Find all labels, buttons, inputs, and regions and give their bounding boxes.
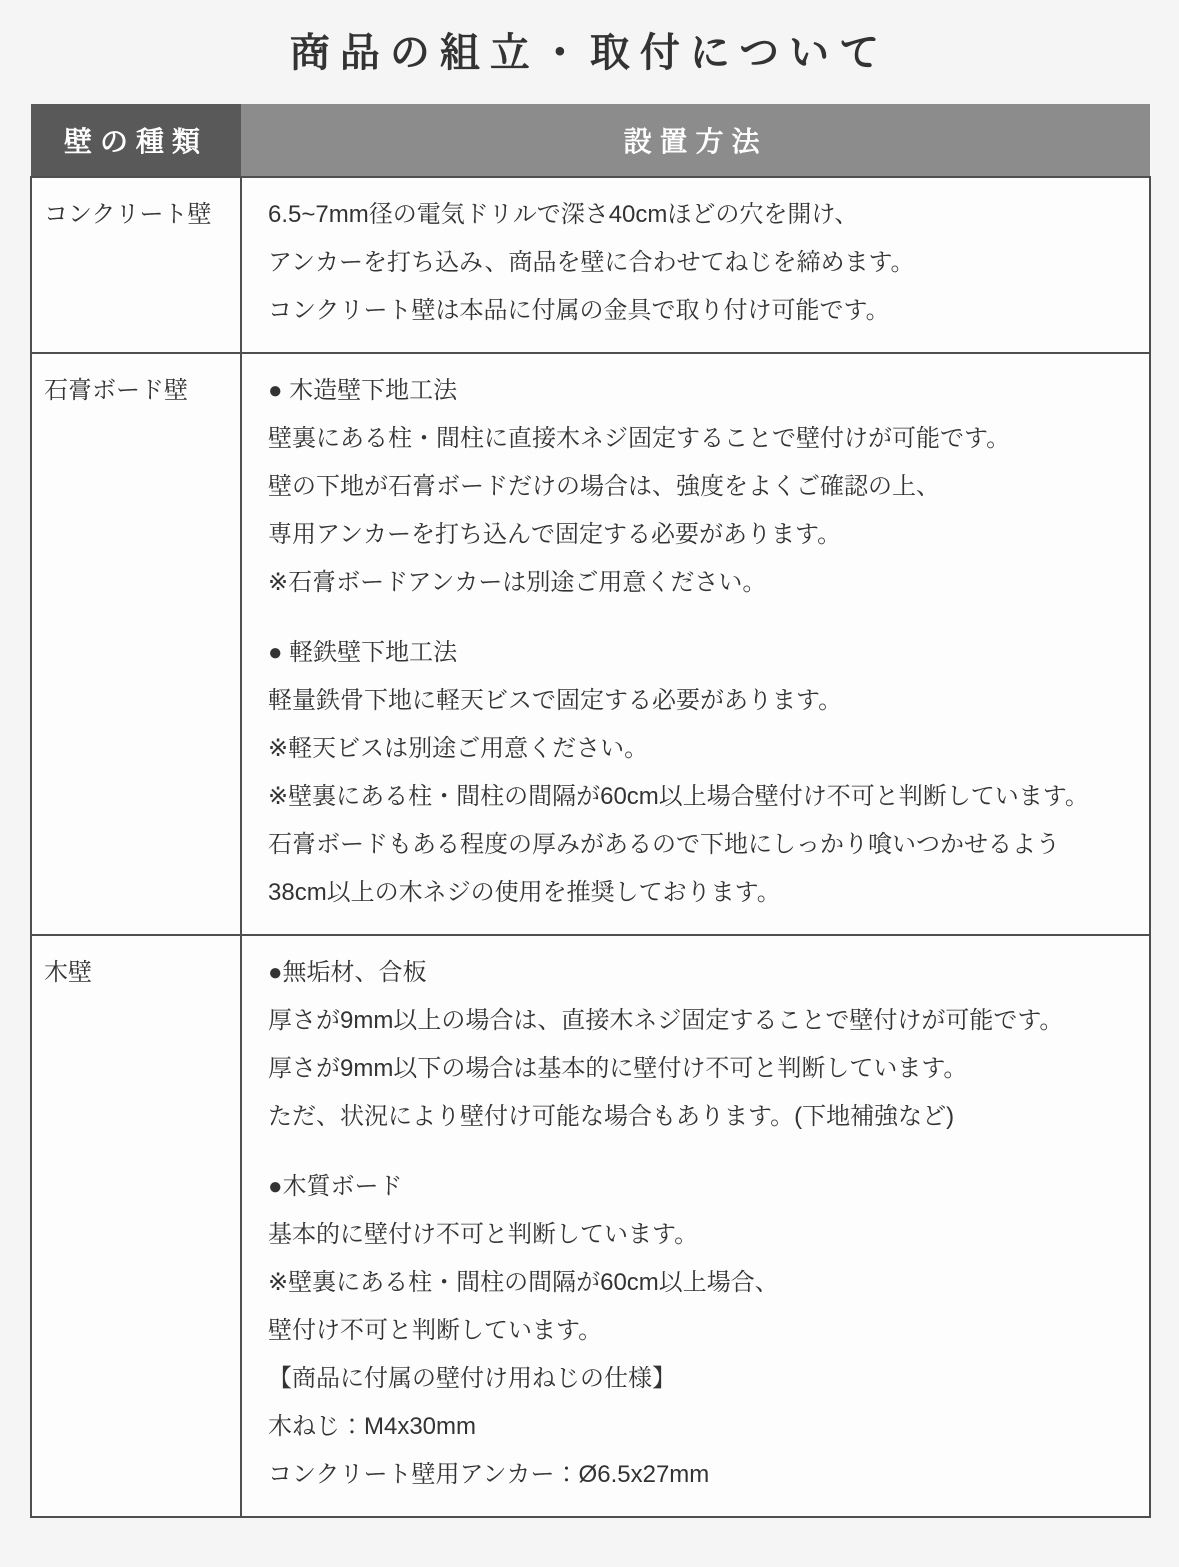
header-installation-method: 設置方法 (241, 104, 1150, 177)
method-line: 基本的に壁付け不可と判断しています。 (268, 1221, 699, 1248)
method-line: 石膏ボードもある程度の厚みがあるので下地にしっかり喰いつかせるよう (268, 831, 1060, 858)
installation-method-cell (241, 353, 1150, 935)
table-row (31, 177, 1150, 353)
method-line: ただ、状況により壁付け可能な場合もあります。(下地補強など) (268, 1103, 955, 1130)
method-paragraph (268, 1163, 1135, 1499)
method-line: ※壁裏にある柱・間柱の間隔が60cm以上場合壁付け不可と判断しています。 (268, 783, 1089, 810)
method-paragraph (268, 191, 1135, 335)
installation-method-cell (241, 177, 1150, 353)
method-line: ※石膏ボードアンカーは別途ご用意ください。 (268, 569, 767, 596)
table-header (31, 104, 1150, 177)
table-row (31, 353, 1150, 935)
wall-type-cell: 木壁 (31, 935, 241, 1517)
method-line: 6.5~7mm径の電気ドリルで深さ40cmほどの穴を開け、 (268, 201, 859, 228)
method-line: 38cm以上の木ネジの使用を推奨しております。 (268, 879, 781, 906)
method-line: 厚さが9mm以下の場合は基本的に壁付け不可と判断しています。 (268, 1055, 968, 1082)
method-line: 専用アンカーを打ち込んで固定する必要があります。 (268, 521, 842, 548)
method-line: 【商品に付属の壁付け用ねじの仕様】 (268, 1365, 676, 1392)
method-paragraph (268, 367, 1135, 607)
method-paragraph (268, 949, 1135, 1141)
method-line: ※軽天ビスは別途ご用意ください。 (268, 735, 649, 762)
header-wall-type: 壁の種類 (31, 104, 241, 177)
table-row (31, 935, 1150, 1517)
method-line: 軽量鉄骨下地に軽天ビスで固定する必要があります。 (268, 687, 843, 714)
method-line: ● 軽鉄壁下地工法 (268, 639, 458, 666)
page-title: 商品の組立・取付について (289, 31, 890, 75)
method-line: 壁裏にある柱・間柱に直接木ネジ固定することで壁付けが可能です。 (268, 425, 1011, 452)
installation-method-cell (241, 935, 1150, 1517)
wall-type-cell: 石膏ボード壁 (31, 353, 241, 935)
table-body (31, 177, 1150, 1517)
method-line: ●木質ボード (268, 1173, 403, 1200)
method-paragraph (268, 629, 1135, 917)
method-line: コンクリート壁用アンカー：Ø6.5x27mm (268, 1461, 710, 1488)
wall-type-cell: コンクリート壁 (31, 177, 241, 353)
method-line: アンカーを打ち込み、商品を壁に合わせてねじを締めます。 (268, 249, 915, 276)
method-line: 壁の下地が石膏ボードだけの場合は、強度をよくご確認の上、 (268, 473, 940, 500)
header-row (31, 104, 1150, 177)
method-line: 壁付け不可と判断しています。 (268, 1317, 603, 1344)
installation-table (30, 104, 1151, 1518)
method-line: 厚さが9mm以上の場合は、直接木ネジ固定することで壁付けが可能です。 (268, 1007, 1064, 1034)
method-line: ● 木造壁下地工法 (268, 377, 458, 404)
method-line: ※壁裏にある柱・間柱の間隔が60cm以上場合、 (268, 1269, 779, 1296)
method-line: コンクリート壁は本品に付属の金具で取り付け可能です。 (268, 297, 890, 324)
method-line: 木ねじ：M4x30mm (268, 1413, 477, 1440)
method-line: ●無垢材、合板 (268, 959, 427, 986)
